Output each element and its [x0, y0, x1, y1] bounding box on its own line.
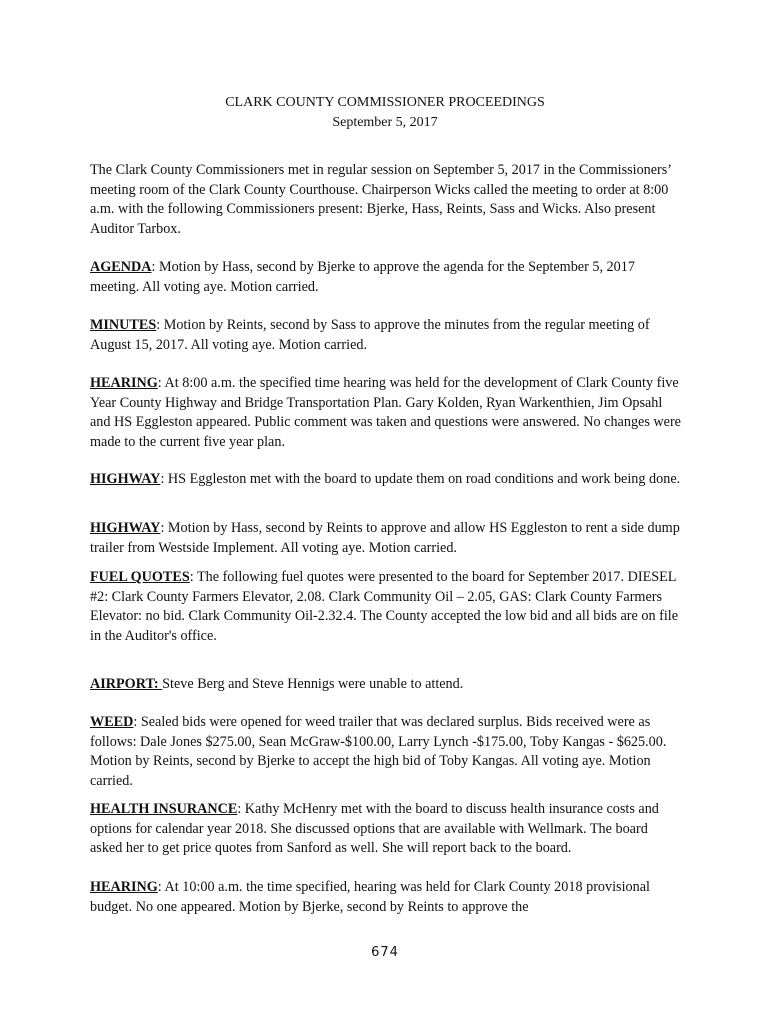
section-agenda: [90, 258, 682, 297]
section-heading: AIRPORT:: [90, 676, 163, 692]
section-hearing-1: [90, 374, 682, 452]
section-heading: MINUTES: [90, 317, 157, 333]
section-heading: WEED: [90, 714, 134, 730]
section-text: : Motion by Hass, second by Bjerke to approve the agenda for the September 5, 2017 meeting. All voting aye. Motion carried.: [90, 259, 635, 295]
section-heading: FUEL QUOTES: [90, 569, 190, 585]
section-text: : HS Eggleston met with the board to update them on road conditions and work being done.: [160, 471, 681, 487]
section-health-insurance: [90, 800, 682, 859]
document-title: CLARK COUNTY COMMISSIONER PROCEEDINGS: [225, 95, 545, 110]
section-text: : At 8:00 a.m. the specified time hearing was held for the development of Clark County five Year County Highway and Bridge Transportation Plan. Gary Kolden, Ryan Warkenthien, Jim Opsahl and HS Eggleston appeared. Public comment was taken and questions were answered. No changes were made to the current five year plan.: [90, 375, 681, 450]
section-heading: HIGHWAY: [90, 520, 161, 536]
section-highway-1: [90, 470, 682, 490]
section-heading: HEALTH INSURANCE: [90, 801, 238, 817]
section-heading: HEARING: [90, 879, 158, 895]
section-text: : The following fuel quotes were presented to the board for September 2017. DIESEL #2: Clark County Farmers Elevator, 2.08. Clark Community Oil – 2.05, GAS: Clark County Farmers Elevator: no bid. Clark Community Oil-2.32.4. The County accepted the low bid and all bids are on file in the Auditor's office.: [90, 569, 679, 644]
section-text: : Motion by Reints, second by Sass to approve the minutes from the regular meeting of August 15, 2017. All voting aye. Motion carried.: [90, 317, 650, 353]
section-fuel-quotes: [90, 568, 682, 646]
section-text: : Kathy McHenry met with the board to discuss health insurance costs and options for calendar year 2018. She discussed options that are available with Wellmark. The board asked her to get price quotes from Sanford as well. She will report back to the board.: [90, 801, 659, 856]
page-number: 674: [371, 945, 399, 960]
section-text: Steve Berg and Steve Hennigs were unable to attend.: [162, 676, 464, 692]
section-minutes: [90, 316, 682, 355]
section-text: : At 10:00 a.m. the time specified, hearing was held for Clark County 2018 provisional budget. No one appeared. Motion by Bjerke, second by Reints to approve the: [90, 879, 650, 915]
section-heading: HEARING: [90, 375, 158, 391]
section-airport: [90, 675, 682, 695]
section-heading: HIGHWAY: [90, 471, 161, 487]
section-text: : Sealed bids were opened for weed trailer that was declared surplus. Bids received were as follows: Dale Jones $275.00, Sean McGraw-$100.00, Larry Lynch -$175.00, Toby Kangas - $625.00. Motion by Reints, second by Bjerke to accept the high bid of Toby Kangas. All voting aye. Motion carried.: [90, 714, 667, 789]
section-text: : Motion by Hass, second by Reints to approve and allow HS Eggleston to rent a side dump trailer from Westside Implement. All voting aye. Motion carried.: [90, 520, 680, 556]
document-date: September 5, 2017: [332, 115, 438, 130]
intro-paragraph: The Clark County Commissioners met in regular session on September 5, 2017 in the Commissioners’ meeting room of the Clark County Courthouse. Chairperson Wicks called the meeting to order at 8:00 a.m. with the following Commissioners present: Bjerke, Hass, Reints, Sass and Wicks. Also present Auditor Tarbox.: [90, 162, 671, 237]
section-heading: AGENDA: [90, 259, 152, 275]
section-weed: [90, 713, 682, 791]
section-hearing-2: [90, 878, 682, 917]
section-highway-2: [90, 519, 682, 558]
